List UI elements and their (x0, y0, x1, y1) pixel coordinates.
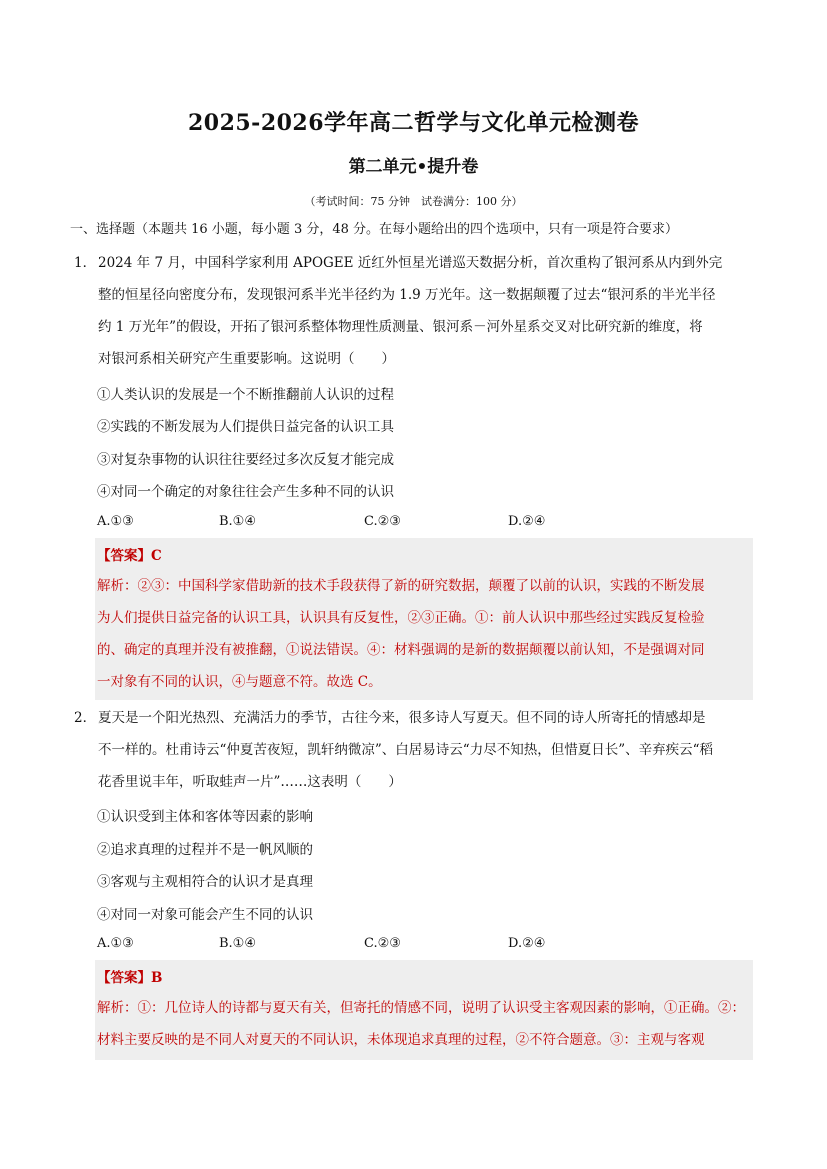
question-1-option: ①人类认识的发展是一个不断推翻前人认识的过程 (97, 387, 394, 403)
analysis-line: 的、确定的真理并没有被推翻，①说法错误。④：材料强调的是新的数据颠覆以前认知，不是强调对同 (97, 642, 705, 658)
question-1-answer-box (95, 538, 753, 700)
question-2-option: ④对同一对象可能会产生不同的认识 (97, 907, 313, 923)
question-1-option: ④对同一个确定的对象往往会产生多种不同的认识 (97, 484, 394, 500)
stem-line: 2． 夏天是一个阳光热烈、充满活力的季节，古往今来，很多诗人写夏天。但不同的诗人所寄托的情感却是 (74, 702, 764, 734)
question-2-option: ③客观与主观相符合的认识才是真理 (97, 874, 313, 890)
answer-label: 【答案】C (97, 548, 162, 564)
analysis-line: 一对象有不同的认识，④与题意不符。故选 C。 (97, 674, 382, 690)
question-1-option: ③对复杂事物的认识往往要经过多次反复才能完成 (97, 452, 394, 468)
stem-line: 花香里说丰年，听取蛙声一片”……这表明（ ） (98, 774, 402, 790)
analysis-text (97, 992, 753, 1056)
question-2-answer-box (95, 960, 753, 1060)
question-2-option: ①认识受到主体和客体等因素的影响 (97, 809, 313, 825)
choice-c: C.②③ (364, 514, 401, 529)
exam-subtitle: 第二单元•提升卷 (348, 157, 479, 177)
choice-a: A.①③ (97, 936, 134, 951)
stem-line: 约 1 万光年”的假设，开拓了银河系整体物理性质测量、银河系－河外星系交叉对比研究新的维度，将 (98, 319, 703, 335)
stem-line: 1． 2024 年 7 月，中国科学家利用 APOGEE 近红外恒星光谱巡天数据分析，首次重构了银河系从内到外完 (74, 247, 764, 279)
analysis-line: 为人们提供日益完备的认识工具，认识具有反复性，②③正确。①：前人认识中那些经过实践反复检验 (97, 610, 705, 626)
question-number: 1． (74, 255, 97, 271)
choice-b: B.①④ (219, 936, 256, 951)
analysis-line: 解析：②③：中国科学家借助新的技术手段获得了新的研究数据，颠覆了以前的认识，实践的不断发展 (97, 578, 705, 594)
choice-b: B.①④ (219, 514, 256, 529)
section-heading: 一、选择题（本题共 16 小题，每小题 3 分，48 分。在每小题给出的四个选项中，只有一项是符合要求） (70, 222, 679, 237)
exam-title: 2025-2026学年高二哲学与文化单元检测卷 (187, 110, 640, 136)
analysis-text (97, 570, 753, 698)
choice-c: C.②③ (364, 936, 401, 951)
stem-line: 对银河系相关研究产生重要影响。这说明（ ） (98, 351, 395, 367)
answer-label: 【答案】B (97, 970, 163, 986)
stem-line: 整的恒星径向密度分布，发现银河系半光半径约为 1.9 万光年。这一数据颠覆了过去“银河系的半光半径 (98, 287, 716, 303)
question-1-stem (74, 247, 764, 375)
question-2-option: ②追求真理的过程并不是一帆风顺的 (97, 842, 313, 858)
analysis-line: 解析：①：几位诗人的诗都与夏天有关，但寄托的情感不同，说明了认识受主客观因素的影响，①正确。②： (97, 1000, 745, 1016)
question-1-option: ②实践的不断发展为人们提供日益完备的认识工具 (97, 419, 394, 435)
choice-d: D.②④ (508, 514, 546, 529)
exam-meta: （考试时间：75 分钟 试卷满分：100 分） (304, 195, 523, 208)
question-number: 2． (74, 710, 97, 726)
choice-a: A.①③ (97, 514, 134, 529)
stem-line: 不一样的。杜甫诗云“仲夏苦夜短，凯轩纳微凉”、白居易诗云“力尽不知热，但惜夏日长”、辛弃疾云“稻 (98, 742, 714, 758)
choice-d: D.②④ (508, 936, 546, 951)
analysis-line: 材料主要反映的是不同人对夏天的不同认识，未体现追求真理的过程，②不符合题意。③：主观与客观 (97, 1032, 705, 1048)
question-2-stem (74, 702, 764, 798)
